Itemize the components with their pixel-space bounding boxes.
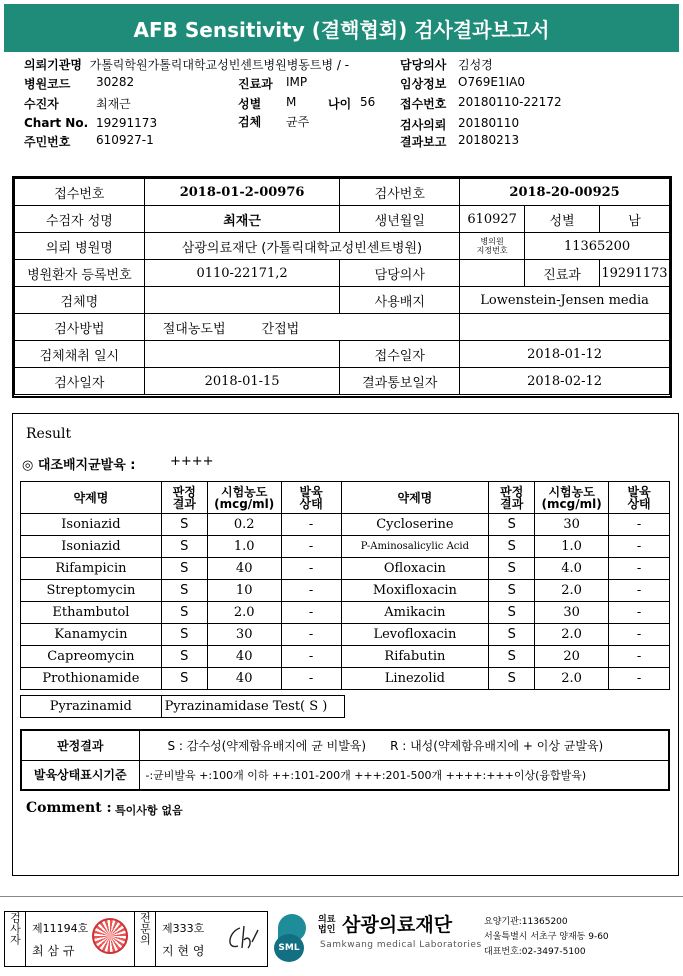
cell-conc: 20 — [535, 646, 609, 668]
cell-judge: S — [161, 580, 207, 602]
culture-medium: Lowenstein-Jensen media — [460, 287, 670, 314]
report-date: 20180213 — [458, 133, 520, 147]
cell-growth: - — [609, 580, 670, 602]
examinee-sex: 남 — [599, 206, 669, 233]
cell-drug: P-Aminosalicylic Acid — [341, 536, 489, 558]
table-row: 접수번호 2018-01-2-00976 검사번호 2018-20-00925 — [15, 179, 670, 206]
cell-judge: S — [489, 580, 535, 602]
cell-conc: 30 — [535, 514, 609, 536]
cell-judge: S — [489, 602, 535, 624]
cell-conc: 2.0 — [535, 624, 609, 646]
cell-growth: - — [281, 580, 341, 602]
cell-conc: 30 — [535, 602, 609, 624]
cell-conc: 2.0 — [535, 668, 609, 690]
collection-date — [144, 341, 340, 368]
cell-drug: Rifampicin — [21, 558, 162, 580]
cell-judge: S — [489, 646, 535, 668]
table-row — [21, 558, 670, 580]
cell-judge: S — [161, 602, 207, 624]
cell-conc: 0.2 — [207, 514, 281, 536]
cell-drug: Prothionamide — [21, 668, 162, 690]
cell-conc: 1.0 — [207, 536, 281, 558]
clinical-info: O769E1IA0 — [458, 75, 525, 89]
pyrazinamide-table — [20, 695, 345, 718]
receipt-date: 2018-01-12 — [460, 341, 670, 368]
cell-judge: S — [161, 646, 207, 668]
age-label: 나이 — [328, 97, 352, 111]
doctor: 김성경 — [458, 58, 493, 72]
cell-judge: S — [161, 624, 207, 646]
doctor-cert-label: 전문의 — [134, 912, 156, 966]
chart-no: 19291173 — [96, 116, 158, 130]
org-code: 요양기관:11365200 — [484, 917, 568, 927]
doctor-license: 제333호 — [162, 922, 205, 935]
cell-conc: 10 — [207, 580, 281, 602]
cell-judge: S — [161, 668, 207, 690]
receipt-no: 20180110-22172 — [458, 95, 562, 109]
cell-growth: - — [281, 646, 341, 668]
sml-logo-icon: SML — [272, 914, 312, 964]
comment-label: Comment : — [26, 800, 112, 816]
request-date: 20180110 — [458, 116, 520, 130]
control-growth-label: ◎ 대조배지균발육 : — [22, 458, 136, 473]
footer-divider — [0, 896, 683, 897]
cell-growth: - — [609, 536, 670, 558]
cell-drug: Linezolid — [341, 668, 489, 690]
cell-growth: - — [281, 536, 341, 558]
cell-drug: Cycloserine — [341, 514, 489, 536]
report-date-label: 결과보고 — [400, 135, 447, 149]
cell-growth: - — [609, 668, 670, 690]
cell-judge: S — [161, 514, 207, 536]
requesting-hospital: 삼광의료재단 (가톨릭대학교성빈센트병원) — [144, 233, 459, 260]
table-row — [21, 580, 670, 602]
receipt-number: 2018-01-2-00976 — [144, 179, 340, 206]
table-row — [21, 624, 670, 646]
table-row — [21, 696, 345, 718]
report-title: AFB Sensitivity (결핵협회) 검사결과보고서 — [133, 17, 550, 42]
cell-drug: Kanamycin — [21, 624, 162, 646]
table-row: 검체명 사용배지 Lowenstein-Jensen media — [15, 287, 670, 314]
department-code: 19291173 — [599, 260, 669, 287]
cell-growth: - — [609, 602, 670, 624]
examinee-name: 최재근 — [144, 206, 340, 233]
org-address: 서울특별시 서초구 양재동 9-60 — [484, 932, 609, 942]
cell-conc: 40 — [207, 558, 281, 580]
sex: M — [286, 95, 297, 109]
cell-judge: S — [489, 624, 535, 646]
comment-value: 특이사항 없음 — [115, 804, 183, 817]
cell-growth: - — [609, 558, 670, 580]
cell-conc: 4.0 — [535, 558, 609, 580]
legend-growth-criteria: -:균비발육 +:100개 이하 ++:101-200개 +++:201-500개 ++++:+++이상(융합발육) — [139, 760, 669, 790]
table-row — [21, 602, 670, 624]
table-row: 검체채취 일시 접수일자 2018-01-12 — [15, 341, 670, 368]
cell-drug: Ofloxacin — [341, 558, 489, 580]
cell-judge: S — [489, 558, 535, 580]
tester-license: 제11194호 — [32, 922, 89, 935]
info-table — [14, 178, 670, 395]
test-date: 2018-01-15 — [144, 368, 340, 395]
cell-growth: - — [609, 514, 670, 536]
hospital-code: 병원코드 — [24, 77, 71, 91]
birth-date: 610927 — [460, 206, 525, 233]
cell-judge: S — [161, 536, 207, 558]
cell-conc: 1.0 — [535, 536, 609, 558]
pyrazinamide-label: Pyrazinamid — [21, 696, 162, 718]
table-row: 발육상태표시기준 -:균비발육 +:100개 이하 ++:101-200개 +++:201-500개 ++++:+++이상(융합발육) — [21, 760, 669, 790]
cell-conc: 2.0 — [535, 580, 609, 602]
hospital-designation-no: 11365200 — [525, 233, 670, 260]
cell-growth: - — [281, 602, 341, 624]
department: IMP — [286, 75, 308, 89]
cell-drug: Ethambutol — [21, 602, 162, 624]
pyrazinamidase-result: Pyrazinamidase Test( S ) — [161, 696, 344, 718]
table-header-row: 약제명 판정 결과 시험농도 (mcg/ml) 발육 상태 약제명 판정 결과 시험농도 (mcg/ml) 발육 상태 — [21, 482, 670, 514]
org-name: 삼광의료재단 — [342, 914, 453, 936]
table-row — [21, 646, 670, 668]
cell-judge: S — [489, 514, 535, 536]
cell-growth: - — [281, 624, 341, 646]
cell-drug: Levofloxacin — [341, 624, 489, 646]
notification-date: 2018-02-12 — [460, 368, 670, 395]
specimen-label: 검체 — [238, 115, 262, 129]
cell-conc: 30 — [207, 624, 281, 646]
cell-drug: Moxifloxacin — [341, 580, 489, 602]
cell-judge: S — [489, 536, 535, 558]
doctor-label: 담당의사 — [400, 58, 447, 72]
cell-growth: - — [281, 668, 341, 690]
cell-conc: 40 — [207, 646, 281, 668]
patient-name: 최재근 — [96, 97, 131, 111]
drug-sensitivity-table — [20, 481, 670, 690]
cell-drug: Streptomycin — [21, 580, 162, 602]
resident-no: 610927-1 — [96, 133, 154, 147]
patient-name-label: 수진자 — [24, 97, 59, 111]
request-date-label: 검사의뢰 — [400, 118, 447, 132]
attending-doctor — [460, 260, 525, 287]
chart-no-label: Chart No. — [24, 116, 89, 130]
cell-conc: 2.0 — [207, 602, 281, 624]
table-row — [21, 668, 670, 690]
table-row: 수검자 성명 최재근 생년월일 610927 성별 남 — [15, 206, 670, 233]
sex-label: 성별 — [238, 97, 262, 111]
doctor-name: 지 현 영 — [162, 944, 205, 958]
control-growth-value: ++++ — [170, 454, 214, 469]
legend-table — [20, 729, 670, 791]
cell-drug: Rifabutin — [341, 646, 489, 668]
doctor-signature — [224, 922, 260, 954]
patient-registration-no: 0110-22171,2 — [144, 260, 340, 287]
cell-drug: Isoniazid — [21, 536, 162, 558]
receipt-no-label: 접수번호 — [400, 97, 447, 111]
cell-drug: Amikacin — [341, 602, 489, 624]
age: 56 — [360, 95, 376, 109]
info-table-box — [12, 176, 672, 398]
report-title-bar — [4, 4, 679, 52]
table-row: 검사일자 2018-01-15 결과통보일자 2018-02-12 — [15, 368, 670, 395]
cell-drug: Isoniazid — [21, 514, 162, 536]
clinical-info-label: 임상정보 — [400, 77, 447, 91]
cell-growth: - — [281, 558, 341, 580]
test-method: 절대농도법 간접법 — [144, 314, 459, 341]
table-row: 판정결과 S : 감수성(약제함유배지에 균 비발육) R : 내성(약제함유배지에 + 이상 균발육) — [21, 730, 669, 760]
department-label: 진료과 — [238, 77, 273, 91]
cell-growth: - — [609, 646, 670, 668]
table-row: 검사방법 절대농도법 간접법 — [15, 314, 670, 341]
specimen: 균주 — [286, 115, 310, 129]
org-prefix: 의료 법인 — [318, 915, 336, 935]
resident-no-label: 주민번호 — [24, 135, 71, 149]
hospital-name: 의뢰기관명 가톨릭학원가톨릭대학교성빈센트병원병동트병 / - — [24, 58, 350, 72]
cell-judge: S — [161, 558, 207, 580]
cell-conc: 40 — [207, 668, 281, 690]
cell-growth: - — [609, 624, 670, 646]
cell-drug: Capreomycin — [21, 646, 162, 668]
table-row: 병원환자 등록번호 0110-22171,2 담당의사 진료과 19291173 — [15, 260, 670, 287]
org-english-name: Samkwang medical Laboratories — [320, 940, 482, 950]
cell-judge: S — [489, 668, 535, 690]
result-title: Result — [26, 426, 72, 442]
test-number: 2018-20-00925 — [460, 179, 670, 206]
table-row: 의뢰 병원명 삼광의료재단 (가톨릭대학교성빈센트병원) 병의원 지정번호 11365200 — [15, 233, 670, 260]
legend-resistant: R : 내성(약제함유배지에 + 이상 균발육) — [390, 738, 604, 753]
legend-sensitive: S : 감수성(약제함유배지에 균 비발육) — [167, 738, 367, 753]
tester-seal — [92, 918, 128, 954]
specimen-name — [144, 287, 340, 314]
tester-label: 검사자 — [5, 912, 26, 966]
table-row — [21, 514, 670, 536]
table-row — [21, 536, 670, 558]
cell-growth: - — [281, 514, 341, 536]
tester-name: 최 삼 규 — [32, 944, 75, 958]
org-phone: 대표번호:02-3497-5100 — [484, 947, 586, 957]
